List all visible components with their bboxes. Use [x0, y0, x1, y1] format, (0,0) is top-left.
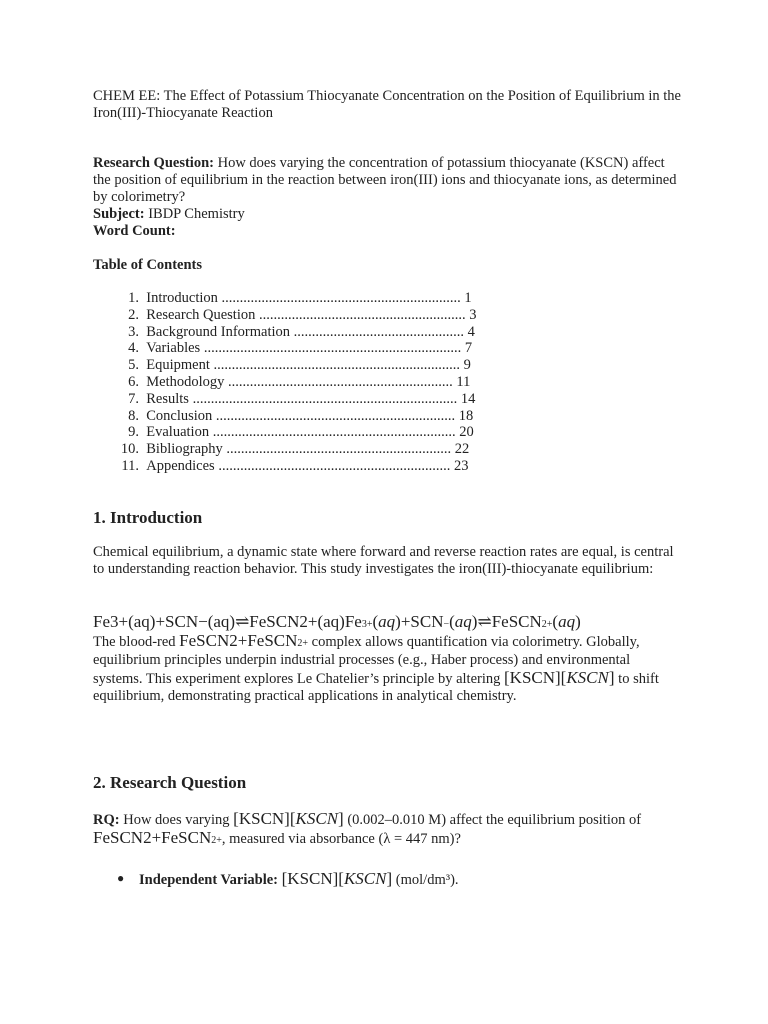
toc-item-number: 7.	[128, 390, 139, 407]
research-question-line	[93, 155, 683, 206]
toc-item-text: Evaluation ................................................................... 20	[146, 424, 474, 441]
bullet-icon: ●	[117, 871, 125, 885]
independent-variable-text: Independent Variable: [KSCN][KSCN] (mol/dm³).	[139, 869, 459, 888]
toc-item-text: Appendices ................................................................ 23	[146, 457, 469, 474]
toc-item-number: 4.	[128, 340, 139, 357]
toc-item-number: 11.	[121, 457, 139, 474]
toc-item-text: Results ......................................................................... 14	[146, 390, 476, 407]
research-question-heading: 2. Research Question	[93, 773, 247, 792]
research-question-text: How does varying the concentration of potassium thiocyanate (KSCN) affect the position of equilibrium in the reaction between iron(III) ions and thiocyanate ions, as determined by colorimetry?	[93, 155, 677, 205]
toc-item-number: 5.	[128, 357, 139, 374]
subject-value: IBDP Chemistry	[148, 206, 245, 222]
research-question-label: Research Question:	[93, 155, 214, 171]
introduction-paragraph-2: The blood-red FeSCN2+FeSCN2+ complex allows quantification via colorimetry. Globally, equilibrium principles underpin industrial processes (e.g., Haber process) and environmental systems. This experiment explores Le Chatelier’s principle by altering [KSCN][KSCN] to shift equilibrium, demonstrating practical applications in analytical chemistry.	[93, 631, 659, 704]
toc-item[interactable]	[93, 290, 683, 307]
toc-item[interactable]	[93, 408, 683, 425]
toc-item-number: 3.	[128, 323, 139, 340]
introduction-heading: 1. Introduction	[93, 508, 203, 527]
toc-item-text: Variables ....................................................................... 7	[146, 340, 473, 357]
equilibrium-equation: Fe3+(aq)+SCN−(aq)⇌FeSCN2+(aq)Fe3+(aq)+SCN−(aq)⇌FeSCN2+(aq)	[93, 612, 581, 631]
toc-item-text: Research Question ......................................................... 3	[146, 306, 477, 323]
subject-label: Subject:	[93, 206, 145, 222]
toc-item-number: 6.	[128, 373, 139, 390]
toc-item-text: Methodology .............................................................. 11	[146, 373, 471, 390]
word-count-line	[93, 223, 683, 240]
rq-paragraph: RQ: How does varying [KSCN][KSCN] (0.002–0.010 M) affect the equilibrium position of FeSCN2+FeSCN2+, measured via absorbance (λ = 447 nm)?	[93, 809, 642, 847]
toc-item-number: 2.	[128, 306, 139, 323]
toc-item[interactable]	[93, 391, 683, 408]
table-of-contents	[93, 290, 683, 475]
toc-title: Table of Contents	[93, 257, 203, 273]
toc-item-text: Background Information ............................................... 4	[146, 323, 475, 340]
toc-item-text: Equipment .................................................................... 9	[146, 357, 471, 374]
toc-item[interactable]	[93, 458, 683, 475]
toc-item-number: 9.	[128, 424, 139, 441]
toc-item-number: 1.	[128, 290, 139, 306]
toc-item-text: Bibliography .............................................................. 22	[146, 441, 470, 458]
toc-item-text: Conclusion .................................................................. 18	[146, 407, 474, 424]
toc-item[interactable]	[93, 424, 683, 441]
document-title: CHEM EE: The Effect of Potassium Thiocyanate Concentration on the Position of Equilibrium in the Iron(III)-Thiocyanate Reaction	[93, 88, 681, 121]
subject-line	[93, 206, 683, 223]
toc-item[interactable]	[93, 307, 683, 324]
toc-item[interactable]	[93, 357, 683, 374]
word-count-label: Word Count:	[93, 223, 176, 239]
toc-item-text: Introduction .................................................................. 1	[146, 290, 472, 306]
research-question-block	[93, 155, 683, 240]
toc-item[interactable]	[93, 340, 683, 357]
toc-item-number: 8.	[128, 407, 139, 424]
toc-item[interactable]	[93, 374, 683, 391]
introduction-paragraph: Chemical equilibrium, a dynamic state where forward and reverse reaction rates are equal, is central to understanding reaction behavior. This study investigates the iron(III)-thiocyanate equilibrium:	[93, 544, 674, 577]
independent-variable-bullet	[117, 870, 677, 889]
toc-item[interactable]	[93, 324, 683, 341]
toc-item-number: 10.	[120, 441, 139, 458]
toc-item[interactable]	[93, 441, 683, 458]
